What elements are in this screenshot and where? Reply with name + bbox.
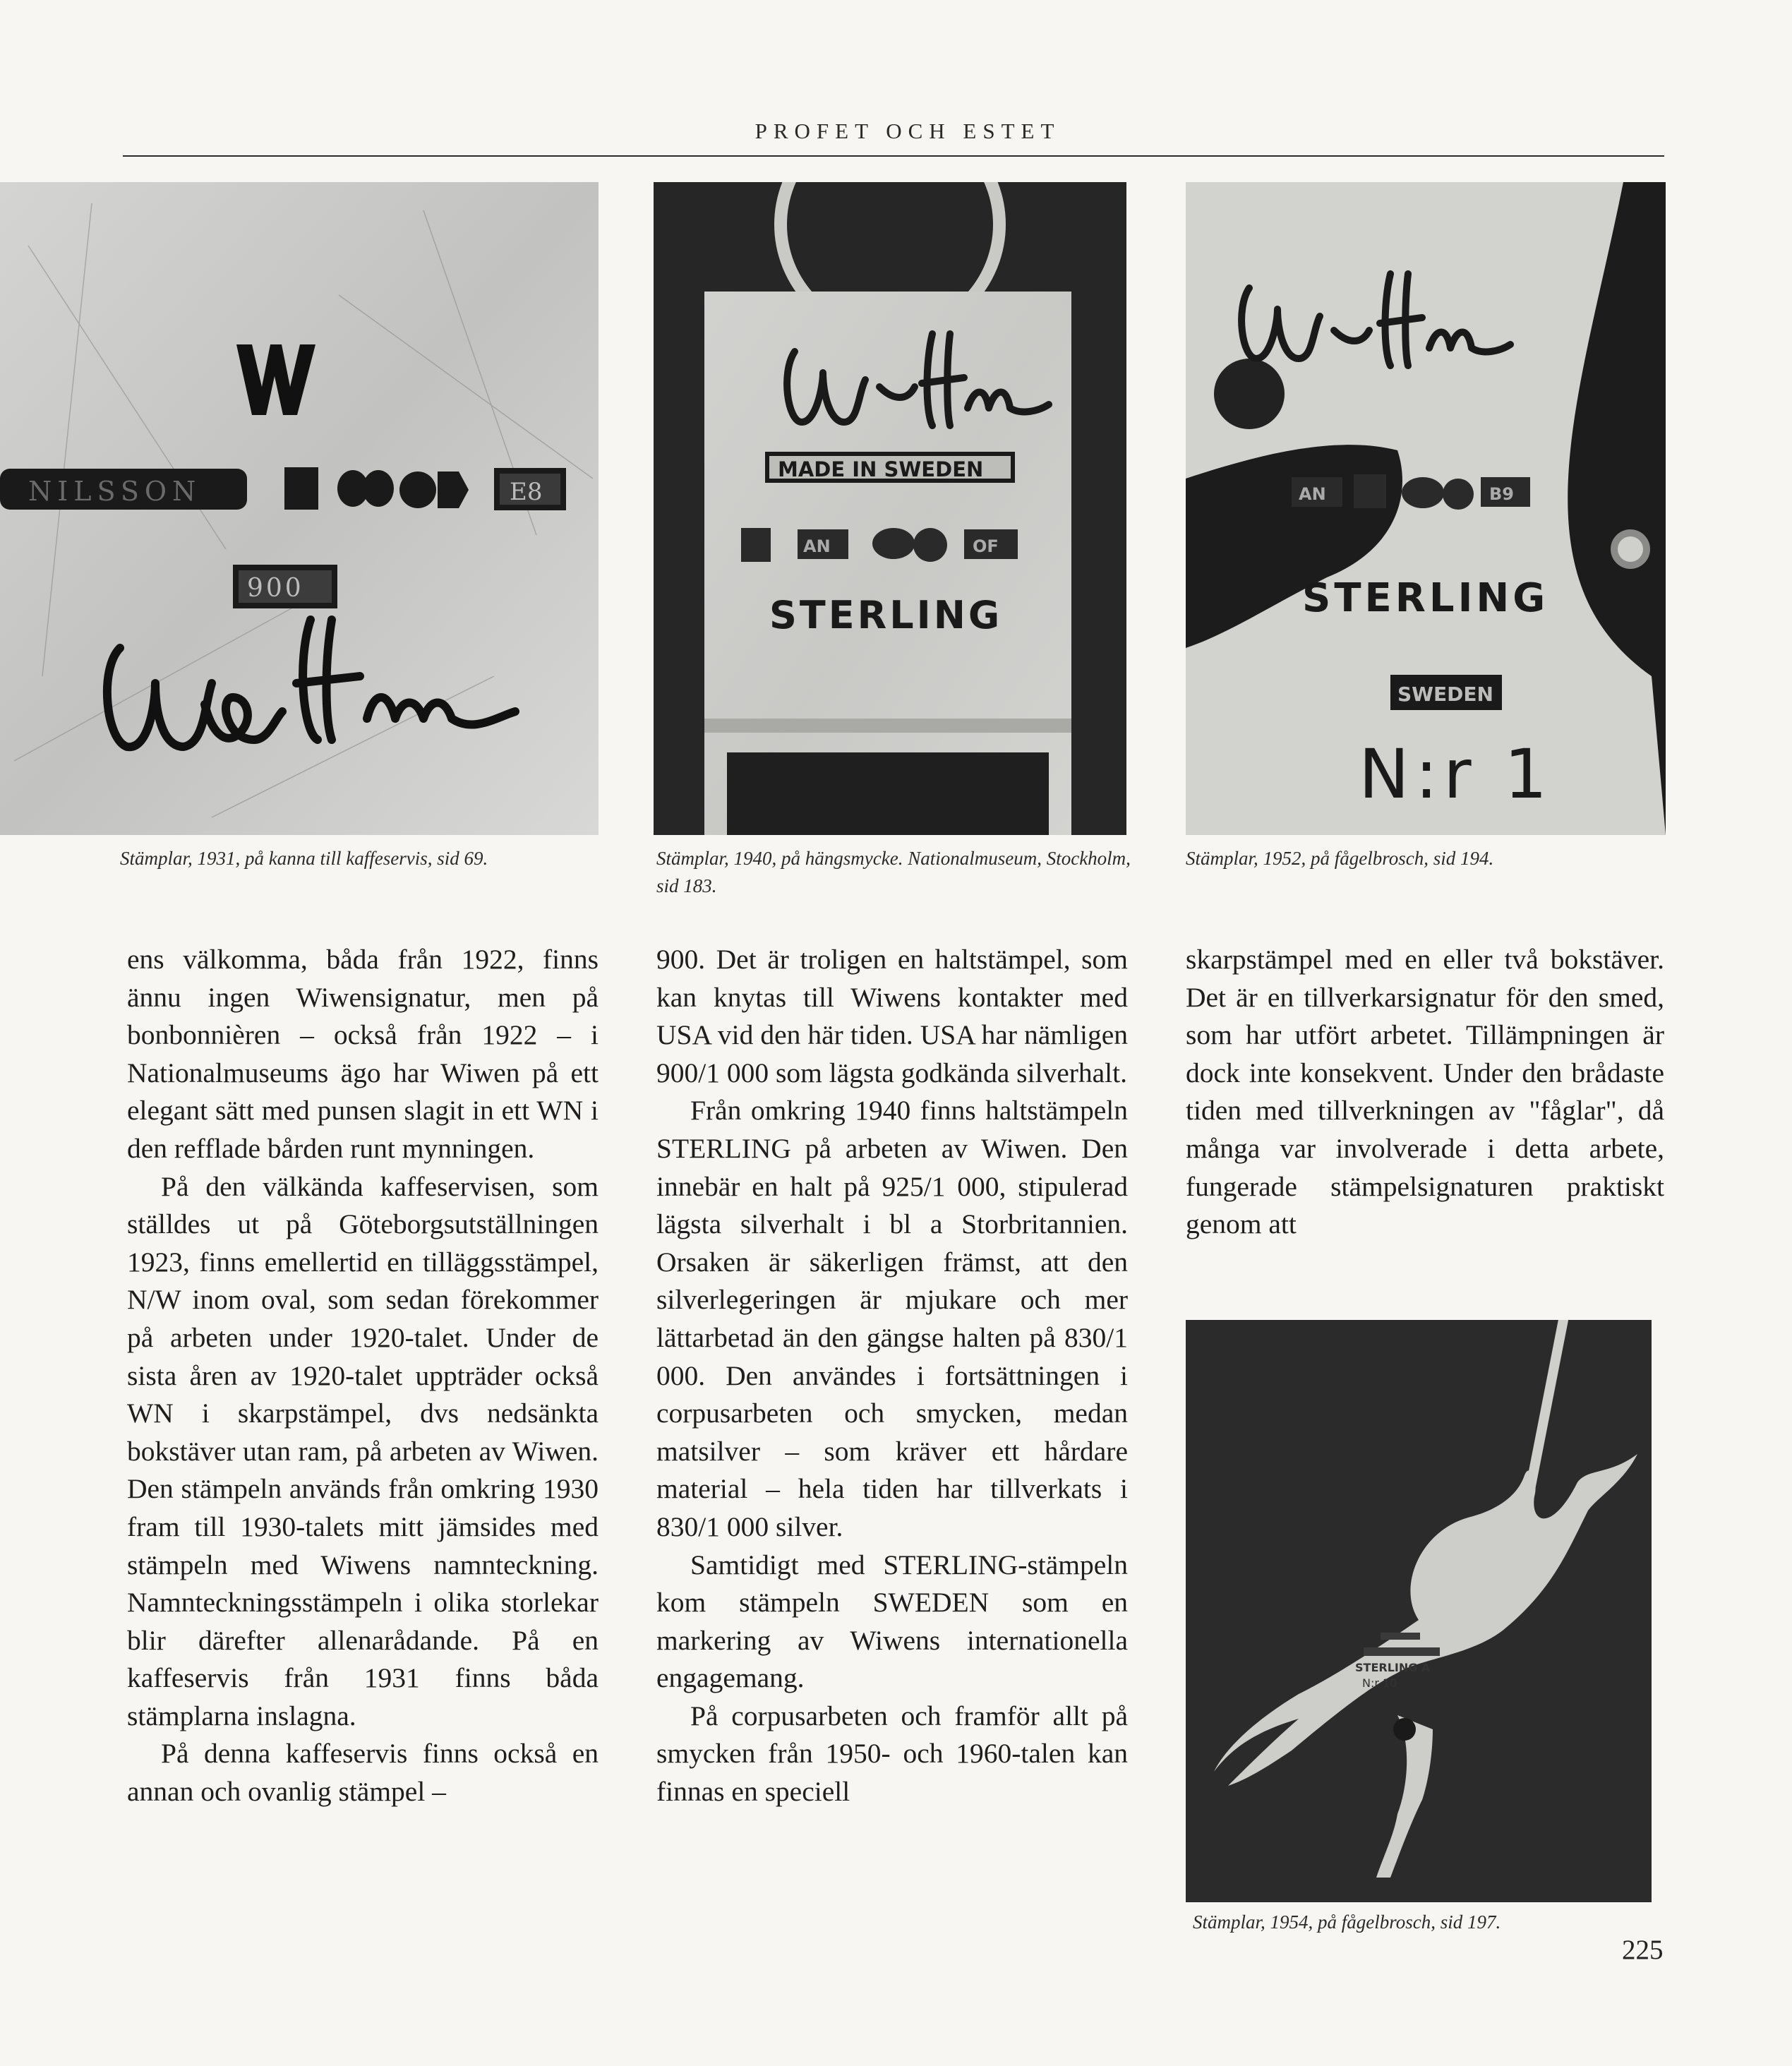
photo-stamps-1952 xyxy=(1186,182,1666,835)
paragraph: På denna kaffeservis finns också en annan och ovanlig stämpel – xyxy=(127,1738,599,1808)
photo-bird-brooch-1954 xyxy=(1186,1320,1652,1902)
stamp-e8: E8 xyxy=(510,478,543,506)
paragraph: Från omkring 1940 finns haltstämpeln STERLING på arbeten av Wiwen. Den innebär en halt på 925/1 000, stipulerad lägsta silverhalt i bl a Storbritannien. Orsaken är säkerligen främst, att den silverlegeringen är mjukare och mer lättarbetad än den gängse halten på 830/1 000. Den användes i fortsättningen i corpusarbeten och smycken, medan matsilver – som kräver ett hårdare material – hela tiden har tillverkats i 830/1 000 silver. xyxy=(656,1095,1128,1542)
page-number: 225 xyxy=(1622,1935,1664,1965)
caption-figure-4: Stämplar, 1954, på fågelbrosch, sid 197. xyxy=(1193,1911,1501,1933)
paragraph: ens välkomma, båda från 1922, finns ännu ingen Wiwensignatur, men på bonbonnièren – också från 1922 – i Nationalmuseums ägo har Wiwen på ett elegant sätt med punsen slagit in ett WN i den refflade bården runt mynningen. xyxy=(127,944,599,1164)
running-header xyxy=(123,113,1664,157)
stamp-number: N:r 1 xyxy=(1359,735,1553,814)
text-column-2 xyxy=(656,941,1128,1811)
photo-stamps-1931 xyxy=(0,182,599,835)
paragraph: På den välkända kaffeservisen, som ställdes ut på Göteborgsutställningen 1923, finns emellertid en tilläggsstämpel, N/W inom oval, som sedan förekommer på arbeten under 1920-talet. Under de sista åren av 1920-talet uppträder också WN i skarpstämpel, dvs nedsänkta bokstäver utan ram, på arbeten av Wiwen. Den stämpeln används från omkring 1930 fram till 1930-talets mitt jämsides med stämpeln med Wiwens namnteckning. Namnteckningsstämpeln i olika storlekar blir därefter allenarådande. På en kaffeservis från 1931 finns båda stämplarna inslagna. xyxy=(127,1170,599,1731)
caption-figure-1: Stämplar, 1931, på kanna till kaffeservis, sid 69. xyxy=(120,848,488,869)
caption-figure-2: Stämplar, 1940, på hängsmycke. Nationalmuseum, Stockholm, sid 183. xyxy=(656,848,1131,896)
stamp-b9: B9 xyxy=(1489,484,1514,504)
stamp-sweden: SWEDEN xyxy=(1397,683,1493,706)
stamp-an: AN xyxy=(803,536,831,556)
stamp-an-1952: AN xyxy=(1299,484,1326,504)
stamp-sterling-a: STERLING A xyxy=(1355,1661,1431,1674)
stamp-nilsson: NILSSON xyxy=(28,476,202,507)
stamp-number-10: N:r 10 xyxy=(1362,1676,1397,1690)
caption-figure-3: Stämplar, 1952, på fågelbrosch, sid 194. xyxy=(1186,848,1494,869)
stamp-900: 900 xyxy=(247,574,304,603)
stamp-made-in-sweden: MADE IN SWEDEN xyxy=(778,457,984,481)
stamp-sterling-1952: STERLING xyxy=(1302,575,1549,621)
header-title: PROFET OCH ESTET xyxy=(754,119,1061,143)
paragraph: På corpusarbeten och framför allt på smycken från 1950- och 1960-talen kan finnas en speciell xyxy=(656,1700,1128,1808)
photo-stamps-1940 xyxy=(654,182,1126,835)
stamp-of: OF xyxy=(973,536,999,556)
text-column-1 xyxy=(127,941,599,1811)
paragraph: 900. Det är troligen en haltstämpel, som kan knytas till Wiwens kontakter med USA vid den här tiden. USA har nämligen 900/1 000 som lägsta godkända silverhalt. xyxy=(656,944,1128,1088)
text-column-3 xyxy=(1186,941,1664,1244)
paragraph: skarpstämpel med en eller två bokstäver. Det är en tillverkarsignatur för den smed, som har utfört arbetet. Tillämpningen är dock inte konsekvent. Under den brådaste tiden med tillverkningen av "fåglar", då många var involverade i detta arbete, fungerade stämpelsignaturen praktiskt genom att xyxy=(1186,944,1664,1240)
paragraph: Samtidigt med STERLING-stämpeln kom stämpeln SWEDEN som en markering av Wiwens internationella engagemang. xyxy=(656,1549,1128,1694)
stamp-sterling: STERLING xyxy=(769,593,1003,637)
